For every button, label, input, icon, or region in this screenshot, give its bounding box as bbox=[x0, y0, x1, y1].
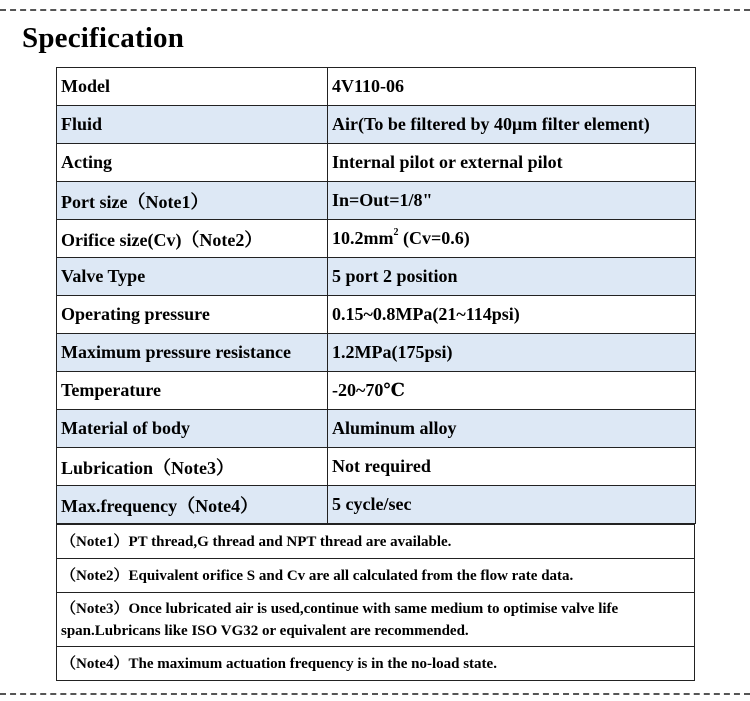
orifice-cv-value: (Cv=0.6) bbox=[398, 228, 470, 248]
note-text: （Note1）PT thread,G thread and NPT thread are available. bbox=[57, 525, 695, 559]
notes-table bbox=[56, 524, 695, 681]
spec-value: Aluminum alloy bbox=[328, 410, 696, 448]
spec-label: Fluid bbox=[57, 106, 328, 144]
spec-label: Max.frequency（Note4） bbox=[57, 486, 328, 524]
table-row bbox=[57, 448, 696, 486]
note-row bbox=[57, 559, 695, 593]
table-row bbox=[57, 220, 696, 258]
spec-value: -20~70℃ bbox=[328, 372, 696, 410]
note-text: （Note2）Equivalent orifice S and Cv are all calculated from the flow rate data. bbox=[57, 559, 695, 593]
spec-label: Model bbox=[57, 68, 328, 106]
note-row bbox=[57, 593, 695, 647]
top-divider bbox=[0, 9, 750, 11]
table-row bbox=[57, 334, 696, 372]
spec-label: Lubrication（Note3） bbox=[57, 448, 328, 486]
note-text: （Note4）The maximum actuation frequency is in the no-load state. bbox=[57, 647, 695, 681]
note-row bbox=[57, 647, 695, 681]
spec-value: 4V110-06 bbox=[328, 68, 696, 106]
table-row bbox=[57, 258, 696, 296]
page-title: Specification bbox=[22, 22, 185, 54]
superscript-exponent: 2 bbox=[393, 227, 399, 238]
spec-value: 0.15~0.8MPa(21~114psi) bbox=[328, 296, 696, 334]
orifice-size-value: 10.2mm bbox=[332, 228, 394, 248]
table-row bbox=[57, 372, 696, 410]
spec-value: In=Out=1/8" bbox=[328, 182, 696, 220]
spec-label: Material of body bbox=[57, 410, 328, 448]
spec-value: Not required bbox=[328, 448, 696, 486]
spec-label: Port size（Note1） bbox=[57, 182, 328, 220]
spec-value: 1.2MPa(175psi) bbox=[328, 334, 696, 372]
spec-value: Air(To be filtered by 40μm filter element) bbox=[328, 106, 696, 144]
table-row bbox=[57, 486, 696, 524]
spec-label: Operating pressure bbox=[57, 296, 328, 334]
spec-value: 5 port 2 position bbox=[328, 258, 696, 296]
spec-label: Valve Type bbox=[57, 258, 328, 296]
spec-value: 5 cycle/sec bbox=[328, 486, 696, 524]
table-row bbox=[57, 410, 696, 448]
specification-table bbox=[56, 67, 696, 524]
table-row bbox=[57, 68, 696, 106]
table-row bbox=[57, 296, 696, 334]
table-row bbox=[57, 182, 696, 220]
spec-label: Acting bbox=[57, 144, 328, 182]
table-row bbox=[57, 106, 696, 144]
note-text: （Note3）Once lubricated air is used,continue with same medium to optimise valve life span.Lubricans like ISO VG32 or equivalent are recommended. bbox=[57, 593, 695, 647]
bottom-divider bbox=[0, 693, 750, 695]
spec-label: Maximum pressure resistance bbox=[57, 334, 328, 372]
spec-label: Temperature bbox=[57, 372, 328, 410]
spec-value bbox=[328, 220, 696, 258]
spec-label: Orifice size(Cv)（Note2） bbox=[57, 220, 328, 258]
note-row bbox=[57, 525, 695, 559]
table-row bbox=[57, 144, 696, 182]
spec-value: Internal pilot or external pilot bbox=[328, 144, 696, 182]
